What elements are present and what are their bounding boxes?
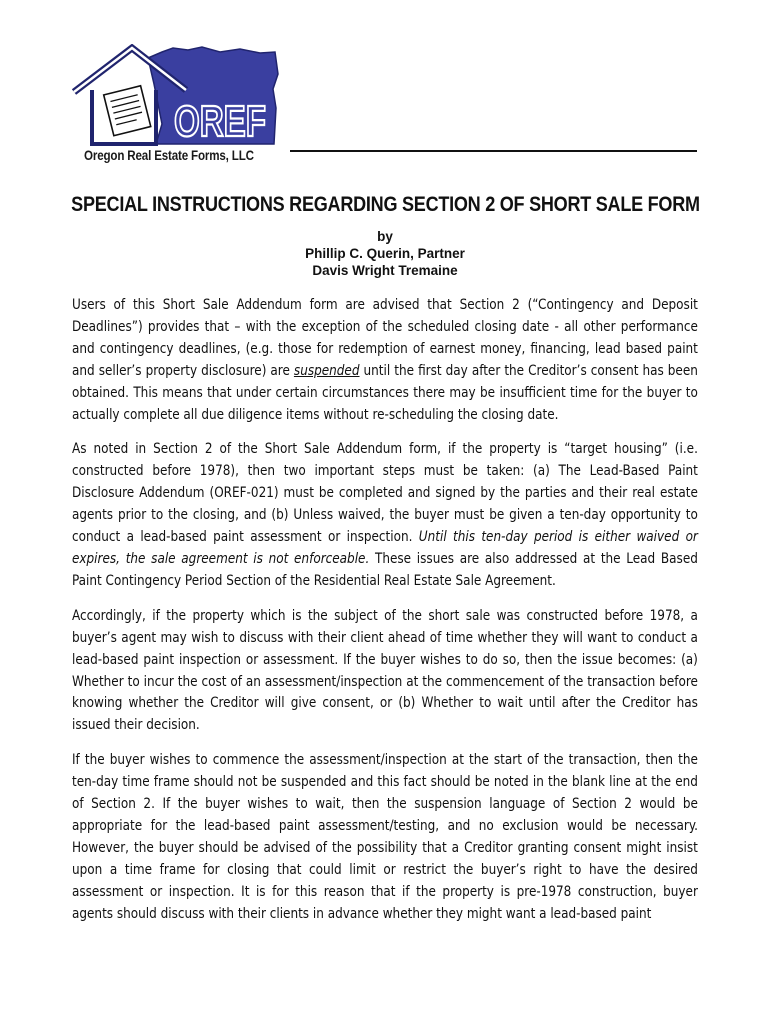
paragraph-1-text-a: Users of this Short Sale Addendum form are advised that Section 2 (“Contingency and Deposit Deadlines”) provides that – with the exception of the scheduled closing date - all other performance and contingency deadlines, (e.g. those for redemption of earnest money, financing, lead based paint and seller’s property disclosure) are xyxy=(72,297,698,379)
document-title-text: SPECIAL INSTRUCTIONS REGARDING SECTION 2 OF SHORT SALE FORM xyxy=(70,193,700,216)
byline xyxy=(0,228,770,279)
document-body xyxy=(72,295,698,938)
paragraph-4: If the buyer wishes to commence the assessment/inspection at the start of the transaction, then the ten-day time frame should not be suspended and this fact should be noted in the blank line at the end of Section 2. If the buyer wishes to wait, then the suspension language of Section 2 would be appropriate for the lead-based paint assessment/testing, and no exclusion would be necessary. However, the buyer should be advised of the possibility that a Creditor granting consent might insist upon a time frame for closing that could limit or restrict the buyer’s right to have the desired assessment or inspection. It is for this reason that if the property is pre-1978 construction, buyer agents should discuss with their clients in advance whether they might want a lead-based paint xyxy=(72,752,698,922)
emphasis-suspended: suspended xyxy=(293,362,360,379)
byline-firm: Davis Wright Tremaine xyxy=(312,263,458,278)
paragraph-2 xyxy=(72,439,698,592)
org-name: Oregon Real Estate Forms, LLC xyxy=(84,148,254,163)
paragraph-2-text-c: These issues are also addressed at the Lead Based Paint Contingency Period Section of the Residential Real Estate Sale Agreement. xyxy=(72,550,698,589)
paragraph-2-text-a: As noted in Section 2 of the Short Sale Addendum form, if the property is “target housing” (i.e. constructed before 1978), then two important steps must be taken: (a) The Lead-Based Paint Disclosure Addendum (OREF-021) must be completed and signed by the parties and their real estate agents prior to the closing, and (b) Unless waived, the buyer must be given a ten-day opportunity to conduct a lead-based paint assessment or inspection. xyxy=(72,441,698,546)
oref-logo xyxy=(70,44,285,164)
paragraph-1 xyxy=(72,295,698,426)
paragraph-1-text-c: until the first day after the Creditor’s consent has been obtained. This means that under certain circumstances there may be insufficient time for the buyer to actually complete all due diligence items without re-scheduling the closing date. xyxy=(72,362,698,423)
oregon-house-logo-icon xyxy=(70,44,285,149)
byline-author: Phillip C. Querin, Partner xyxy=(305,246,465,261)
byline-by: by xyxy=(377,229,393,244)
emphasis-not-enforceable: Until this ten-day period is either waived or expires, the sale agreement is not enforceable. xyxy=(72,529,698,567)
header-divider xyxy=(290,150,697,152)
document-title xyxy=(0,193,770,217)
paragraph-3: Accordingly, if the property which is the subject of the short sale was constructed before 1978, a buyer’s agent may wish to discuss with their client ahead of time whether they will want to conduct a lead-based paint inspection or assessment. If the buyer wishes to do so, then the issue becomes: (a) Whether to incur the cost of an assessment/inspection at the commencement of the transaction before knowing whether the Creditor will give consent, or (b) Whether to wait until after the Creditor has issued their decision. xyxy=(72,607,698,734)
logo-oref-text: OREF xyxy=(174,97,266,146)
